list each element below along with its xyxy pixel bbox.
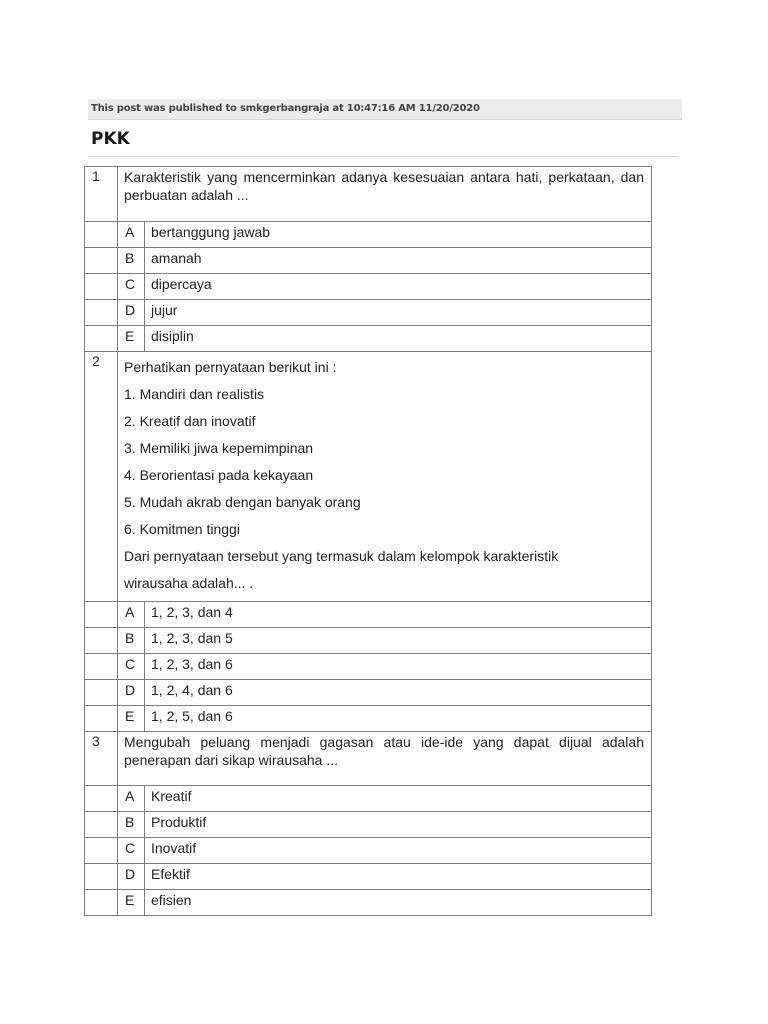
question-stem: Karakteristik yang mencerminkan adanya kesesuaian antara hati, perkataan, dan perbuatan adalah ... (118, 167, 652, 222)
publish-info-bar (88, 99, 682, 120)
question-row (85, 352, 652, 602)
option-text: Kreatif (145, 786, 652, 812)
stem-line: 5. Mudah akrab dengan banyak orang (124, 494, 361, 510)
option-row (85, 786, 652, 812)
stem-line: wirausaha adalah... . (124, 575, 254, 591)
stem-line: 3. Memiliki jiwa kepemimpinan (124, 440, 314, 456)
option-letter: C (118, 654, 145, 680)
stem-line: Dari pernyataan tersebut yang termasuk dalam kelompok karakteristik (124, 548, 559, 564)
option-letter: D (118, 300, 145, 326)
option-text: disiplin (145, 326, 652, 352)
option-row (85, 300, 652, 326)
question-number: 1 (85, 167, 118, 222)
option-row (85, 680, 652, 706)
option-row (85, 248, 652, 274)
option-text: jujur (145, 300, 652, 326)
option-letter: A (118, 222, 145, 248)
post-title: PKK (91, 129, 130, 149)
option-letter: A (118, 786, 145, 812)
option-letter: B (118, 812, 145, 838)
option-text: efisien (145, 890, 652, 916)
title-divider (88, 156, 678, 157)
option-row (85, 274, 652, 300)
option-row (85, 706, 652, 732)
option-letter: D (118, 680, 145, 706)
option-text: bertanggung jawab (145, 222, 652, 248)
publish-info-text: This post was published to smkgerbangraja at 10:47:16 AM 11/20/2020 (91, 103, 480, 114)
option-letter: C (118, 274, 145, 300)
option-row (85, 838, 652, 864)
question-row (85, 732, 652, 786)
option-row (85, 812, 652, 838)
option-letter: A (118, 602, 145, 628)
option-row (85, 890, 652, 916)
option-text: Produktif (145, 812, 652, 838)
question-number: 3 (85, 732, 118, 786)
stem-line: 4. Berorientasi pada kekayaan (124, 467, 314, 483)
option-text: 1, 2, 5, dan 6 (145, 706, 652, 732)
option-row (85, 222, 652, 248)
option-row (85, 864, 652, 890)
option-letter: B (118, 248, 145, 274)
option-text: dipercaya (145, 274, 652, 300)
stem-line: 2. Kreatif dan inovatif (124, 413, 256, 429)
option-text: Efektif (145, 864, 652, 890)
option-text: 1, 2, 3, dan 5 (145, 628, 652, 654)
option-row (85, 628, 652, 654)
option-text: 1, 2, 4, dan 6 (145, 680, 652, 706)
option-letter: E (118, 706, 145, 732)
option-letter: B (118, 628, 145, 654)
option-row (85, 654, 652, 680)
option-row (85, 602, 652, 628)
option-row (85, 326, 652, 352)
option-letter: E (118, 326, 145, 352)
stem-line: 6. Komitmen tinggi (124, 521, 240, 537)
question-stem (118, 352, 652, 602)
stem-line: Perhatikan pernyataan berikut ini : (124, 359, 337, 375)
option-text: 1, 2, 3, dan 4 (145, 602, 652, 628)
option-text: Inovatif (145, 838, 652, 864)
question-row (85, 167, 652, 222)
questions-table (84, 166, 652, 916)
question-stem: Mengubah peluang menjadi gagasan atau ide-ide yang dapat dijual adalah penerapan dari sikap wirausaha ... (118, 732, 652, 786)
option-text: amanah (145, 248, 652, 274)
option-letter: C (118, 838, 145, 864)
stem-line: 1. Mandiri dan realistis (124, 386, 265, 402)
option-text: 1, 2, 3, dan 6 (145, 654, 652, 680)
option-letter: E (118, 890, 145, 916)
option-letter: D (118, 864, 145, 890)
question-number: 2 (85, 352, 118, 602)
